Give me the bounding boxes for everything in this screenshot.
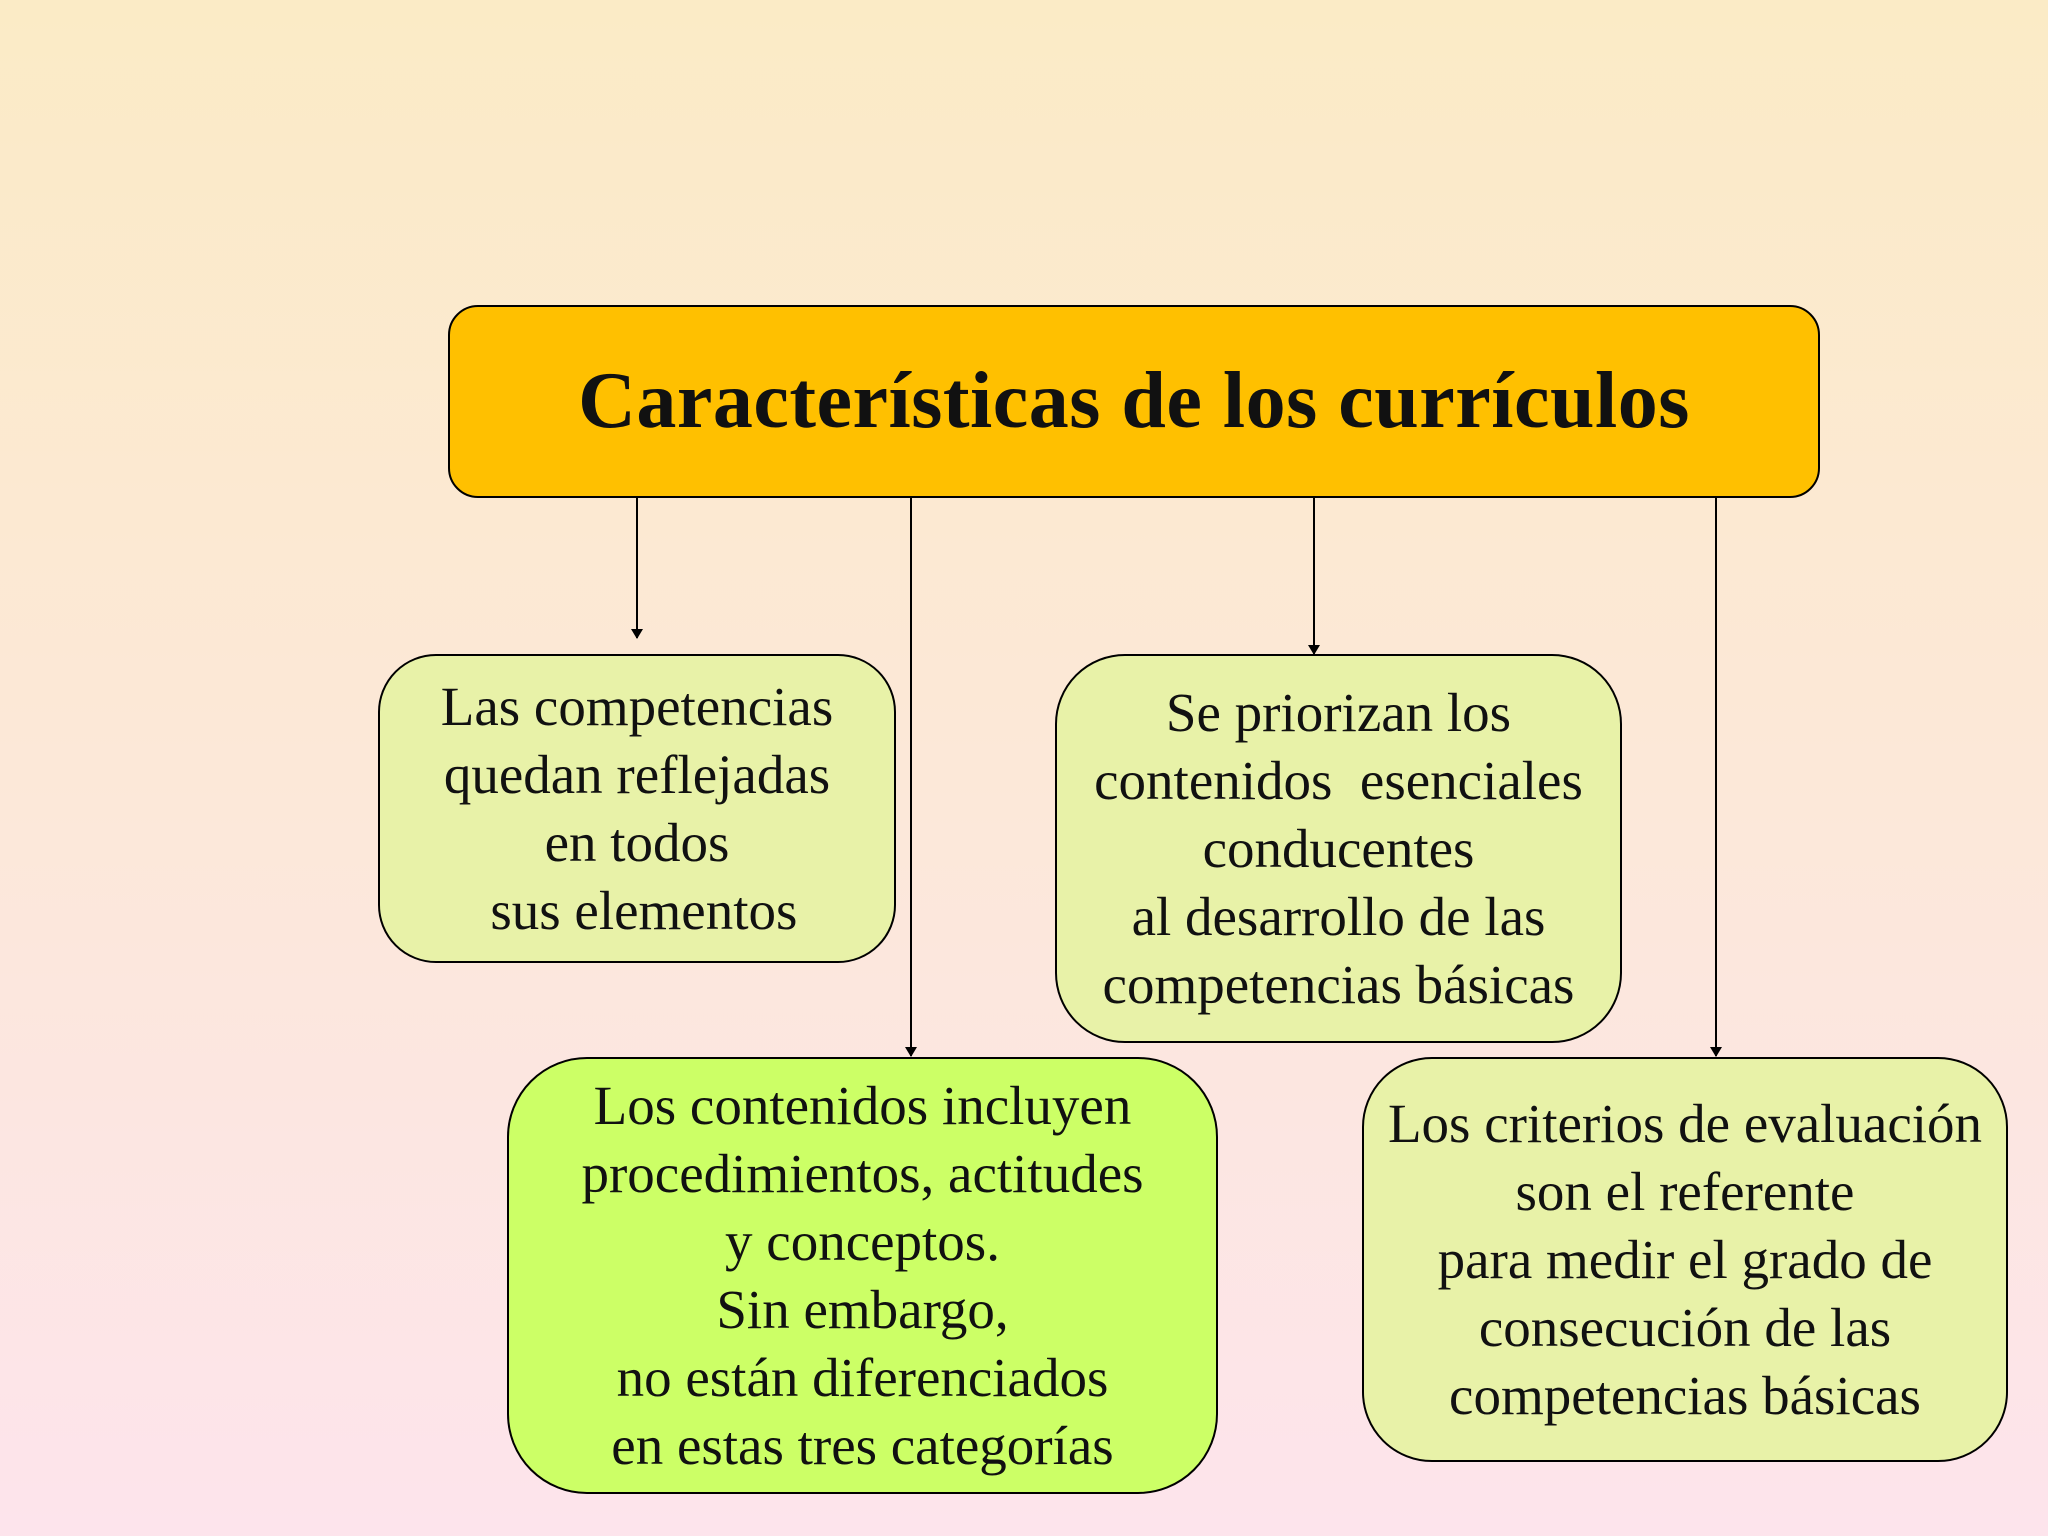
node-2-line: al desarrollo de las xyxy=(1131,885,1546,947)
node-1-text xyxy=(441,673,833,945)
node-1-line: quedan reflejadas xyxy=(443,743,831,805)
title-box xyxy=(448,305,1820,498)
node-4-line: para medir el grado de xyxy=(1437,1228,1933,1290)
node-3-line: Sin embargo, xyxy=(716,1278,1009,1340)
node-3-line: y conceptos. xyxy=(725,1210,1000,1272)
node-competencias-reflejadas xyxy=(378,654,896,963)
node-2-line: competencias básicas xyxy=(1102,953,1575,1015)
node-4-text xyxy=(1388,1090,1982,1430)
node-4-line: consecución de las xyxy=(1478,1296,1892,1358)
node-contenidos-esenciales xyxy=(1055,654,1622,1043)
node-3-text xyxy=(581,1072,1143,1480)
node-2-text xyxy=(1094,679,1583,1019)
node-3-line: en estas tres categorías xyxy=(611,1414,1114,1476)
node-2-line: contenidos esenciales xyxy=(1094,749,1583,811)
node-4-line: son el referente xyxy=(1515,1160,1855,1222)
node-3-line: no están diferenciados xyxy=(616,1346,1109,1408)
node-3-line: procedimientos, actitudes xyxy=(581,1142,1144,1204)
diagram-title: Características de los currículos xyxy=(578,357,1690,445)
node-4-line: Los criterios de evaluación xyxy=(1387,1092,1983,1154)
node-4-line: competencias básicas xyxy=(1449,1364,1921,1426)
node-contenidos-incluyen xyxy=(507,1057,1218,1494)
node-2-line: Se priorizan los xyxy=(1165,681,1512,743)
node-1-line: en todos xyxy=(544,811,730,873)
node-criterios-evaluacion xyxy=(1362,1057,2008,1462)
node-3-line: Los contenidos incluyen xyxy=(593,1074,1132,1136)
node-1-line: Las competencias xyxy=(440,675,834,737)
node-2-line: conducentes xyxy=(1202,817,1475,879)
node-1-line: sus elementos xyxy=(476,879,798,941)
